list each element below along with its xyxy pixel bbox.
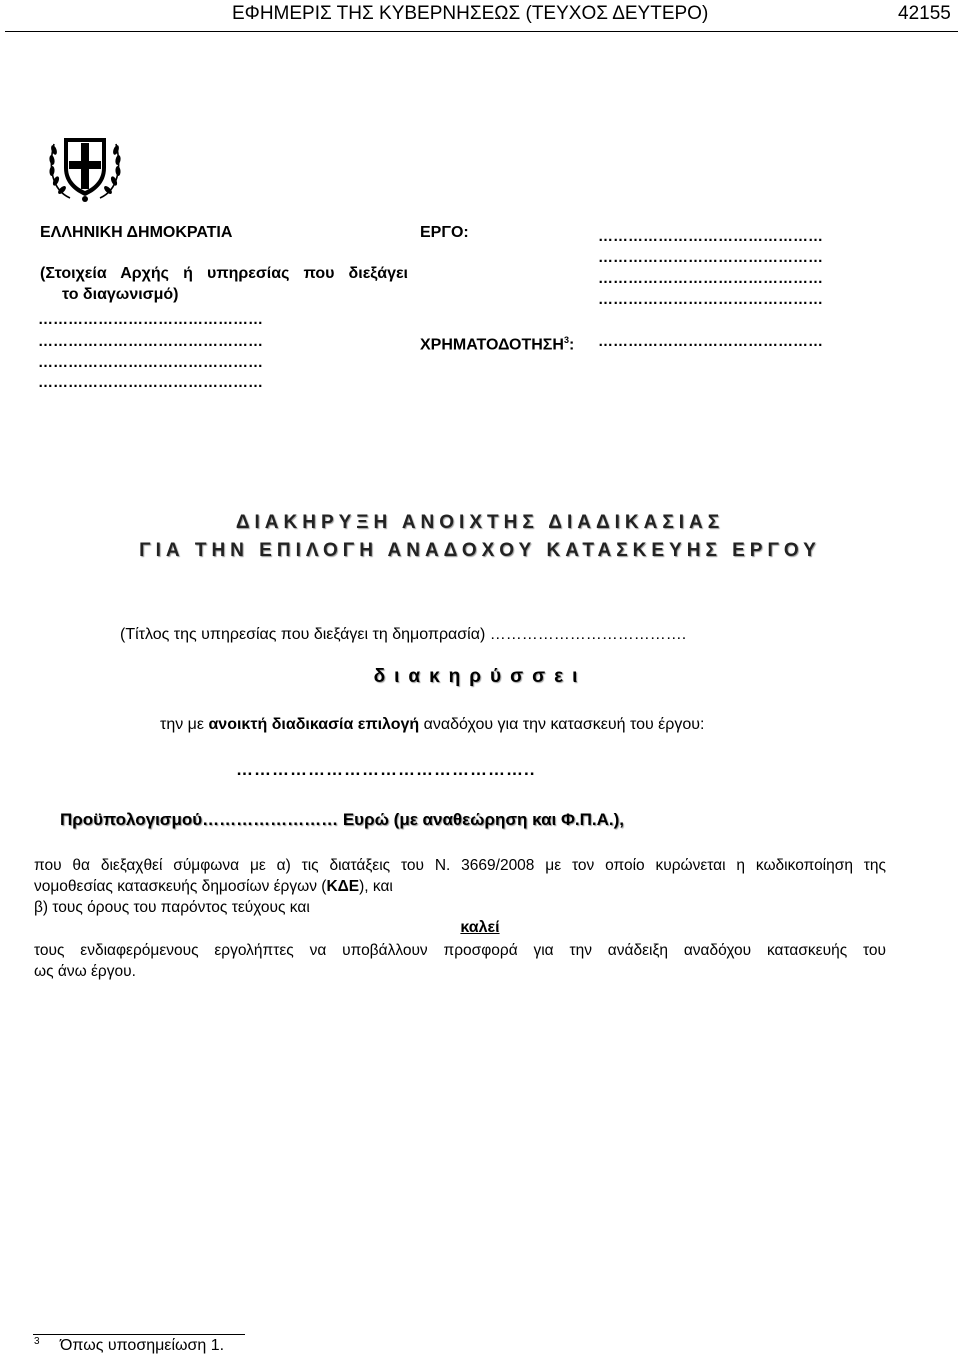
project-dots-3: ……………………………………… bbox=[598, 270, 823, 287]
calls-heading: καλεί bbox=[460, 919, 500, 936]
procedure-pre: την με bbox=[160, 716, 209, 733]
body-line1: που θα διεξαχθεί σύμφωνα με α) τις διατάξεις του Ν. 3669/2008 με τον οποίο κυρώνεται η κωδικοποίηση της bbox=[34, 857, 886, 874]
body-line2-post: ), και bbox=[359, 878, 393, 895]
authority-dots-3: ……………………………………… bbox=[38, 354, 263, 371]
authority-info-line1: (Στοιχεία Αρχής ή υπηρεσίας που διεξάγει bbox=[40, 265, 408, 282]
body-line2-kde: ΚΔΕ bbox=[326, 878, 360, 895]
footnote-rule bbox=[33, 1334, 245, 1335]
project-title-dots: ………………………………………….. bbox=[236, 760, 536, 779]
authority-dots-2: ……………………………………… bbox=[38, 333, 263, 350]
budget-label: Προϋπολογισμού bbox=[60, 810, 203, 829]
project-dots-2: ……………………………………… bbox=[598, 249, 823, 266]
body-line3: β) τους όρους του παρόντος τεύχους και bbox=[34, 899, 310, 916]
body-line2 bbox=[34, 876, 393, 897]
project-label: ΕΡΓΟ: bbox=[420, 224, 469, 241]
service-title-text: (Τίτλος της υπηρεσίας που διεξάγει τη δημοπρασία) bbox=[120, 626, 486, 643]
footnote-text: Όπως υποσημείωση 1. bbox=[60, 1337, 225, 1354]
page-header-title: ΕΦΗΜΕΡΙΣ ΤΗΣ ΚΥΒΕΡΝΗΣΕΩΣ (ΤΕΥΧΟΣ ΔΕΥΤΕΡΟ) bbox=[232, 3, 709, 24]
procedure-line bbox=[160, 716, 704, 734]
budget-tail: Ευρώ (με αναθεώρηση και Φ.Π.Α.), bbox=[338, 810, 625, 829]
authority-dots-4: ……………………………………… bbox=[38, 374, 263, 391]
funding-label-text: ΧΡΗΜΑΤΟΔΟΤΗΣΗ bbox=[420, 336, 564, 354]
service-title-dots: ………………………………. bbox=[489, 626, 687, 643]
republic-label: ΕΛΛΗΝΙΚΗ ΔΗΜΟΚΡΑΤΙΑ bbox=[40, 224, 233, 241]
body-line4: τους ενδιαφερόμενους εργολήπτες να υποβάλλουν προσφορά για την ανάδειξη αναδόχου κατασκευής του bbox=[34, 942, 886, 959]
budget-line bbox=[60, 810, 624, 830]
footnote-number: 3 bbox=[34, 1336, 40, 1347]
procedure-post: αναδόχου για την κατασκευή του έργου: bbox=[419, 716, 705, 733]
body-line5: ως άνω έργου. bbox=[34, 963, 136, 980]
project-dots-1: ……………………………………… bbox=[598, 228, 823, 245]
page-number: 42155 bbox=[898, 3, 951, 24]
authority-dots-1: ……………………………………… bbox=[38, 311, 263, 328]
greek-coat-of-arms-icon bbox=[46, 128, 124, 204]
authority-info-line2: το διαγωνισμό) bbox=[62, 286, 179, 303]
document-title-line2: ΓΙΑ ΤΗΝ ΕΠΙΛΟΓΗ ΑΝΑΔΟΧΟΥ ΚΑΤΑΣΚΕΥΗΣ ΕΡΓΟΥ bbox=[139, 540, 821, 561]
funding-label-colon: : bbox=[568, 336, 575, 354]
project-dots-4: ……………………………………… bbox=[598, 291, 823, 308]
service-title-line bbox=[120, 626, 686, 644]
funding-dots: ……………………………………… bbox=[598, 333, 823, 350]
declares-heading: διακηρύσσει bbox=[373, 666, 587, 687]
procedure-bold: ανοικτή διαδικασία επιλογή bbox=[208, 716, 420, 733]
budget-dots: …………………… bbox=[202, 810, 339, 829]
document-title-line1: ΔΙΑΚΗΡΥΞΗ ΑΝΟΙΧΤΗΣ ΔΙΑΔΙΚΑΣΙΑΣ bbox=[235, 512, 725, 533]
body-line2-pre: νομοθεσίας κατασκευής δημοσίων έργων ( bbox=[34, 878, 327, 895]
header-rule bbox=[5, 31, 958, 32]
funding-label bbox=[420, 335, 574, 354]
funding-footnote-ref: 3 bbox=[563, 335, 569, 345]
